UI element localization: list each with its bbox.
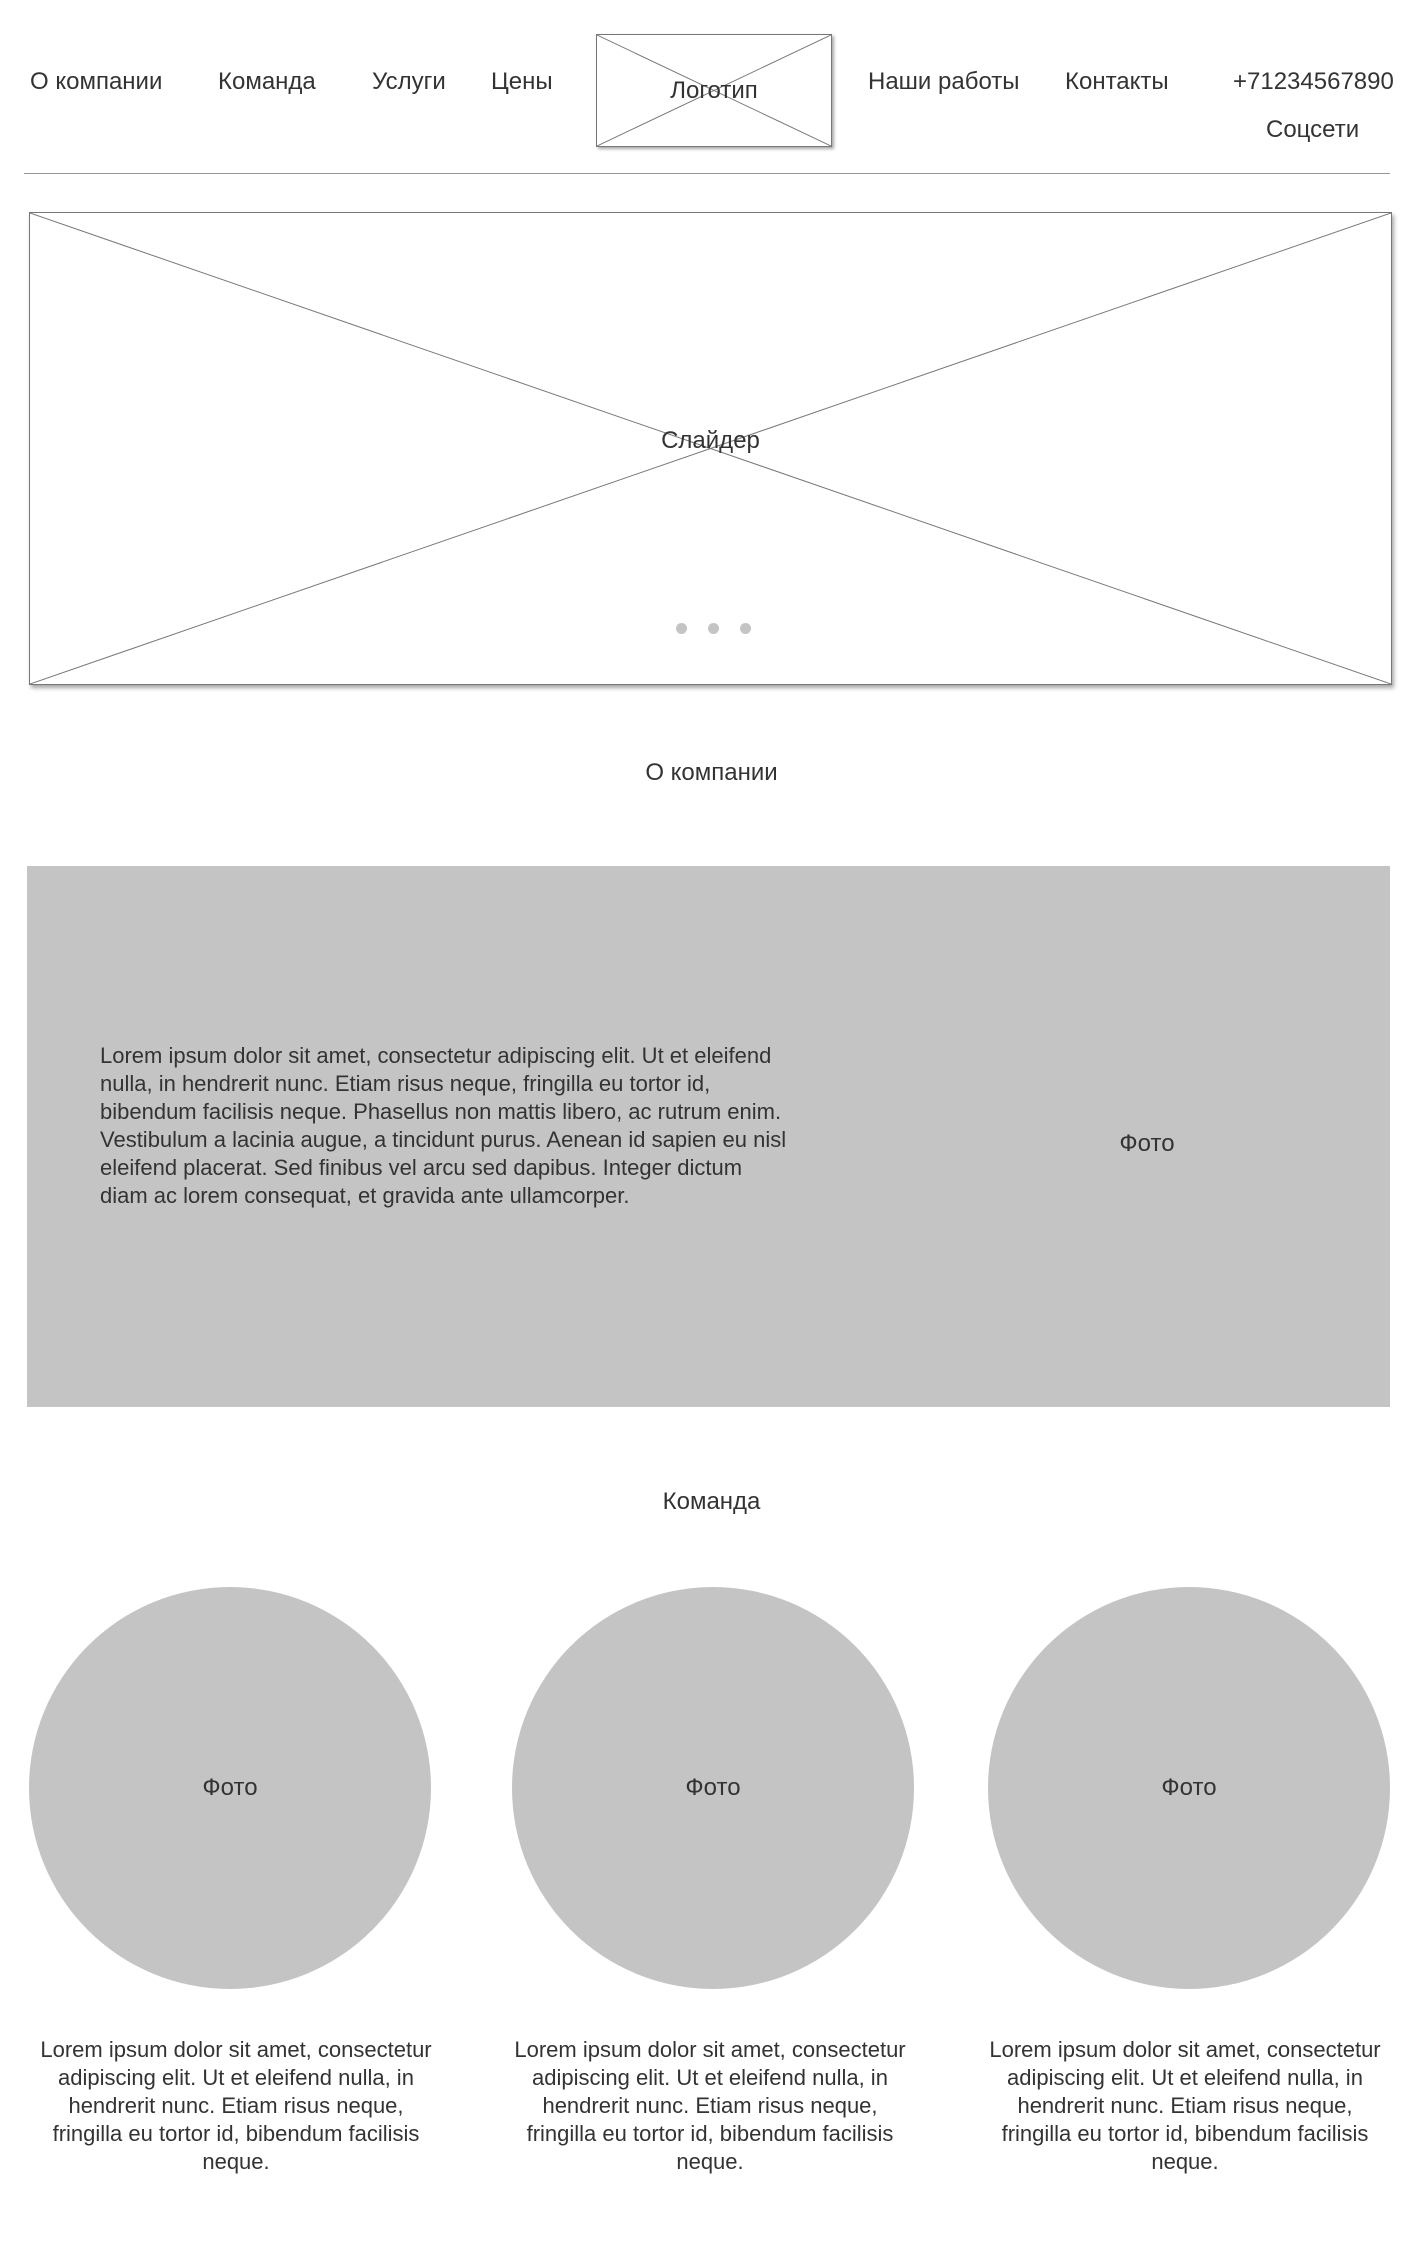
nav-link-about[interactable]: О компании [30,68,163,95]
slider-label: Слайдер [661,427,760,454]
team-member-photo [29,1587,431,1989]
slider-dot[interactable] [740,623,751,634]
slider[interactable] [29,212,1392,685]
logo-label: Логотип [670,77,758,104]
team-member-photo [512,1587,914,1989]
slider-dot[interactable] [676,623,687,634]
phone-link[interactable]: +71234567890 [1233,68,1394,95]
team-section-title: Команда [662,1488,761,1515]
team-member-photo [988,1587,1390,1989]
social-links[interactable]: Соцсети [1266,116,1360,143]
about-photo-label: Фото [1119,1130,1175,1157]
team-member-photo-label: Фото [1161,1774,1217,1801]
slider-dot[interactable] [708,623,719,634]
header-divider [24,173,1390,174]
nav-link-works[interactable]: Наши работы [868,68,1020,95]
team-member-photo-label: Фото [202,1774,258,1801]
nav-link-contacts[interactable]: Контакты [1065,68,1169,95]
team-member-text: Lorem ipsum dolor sit amet, consectetur adipiscing elit. Ut et eleifend nulla, in hendrerit nunc. Etiam risus neque, fringilla eu tortor id, bibendum facilisis neque. [989,2037,1381,2174]
nav-link-team[interactable]: Команда [218,68,316,95]
team-member-text: Lorem ipsum dolor sit amet, consectetur adipiscing elit. Ut et eleifend nulla, in hendrerit nunc. Etiam risus neque, fringilla eu tortor id, bibendum facilisis neque. [514,2037,906,2174]
team-member-text: Lorem ipsum dolor sit amet, consectetur adipiscing elit. Ut et eleifend nulla, in hendrerit nunc. Etiam risus neque, fringilla eu tortor id, bibendum facilisis neque. [40,2037,432,2174]
nav-link-services[interactable]: Услуги [372,68,446,95]
about-block [27,866,1390,1407]
about-section-title: О компании [645,759,778,786]
logo-placeholder[interactable] [596,34,832,147]
team-member-photo-label: Фото [685,1774,741,1801]
nav-link-prices[interactable]: Цены [491,68,553,95]
about-text: Lorem ipsum dolor sit amet, consectetur adipiscing elit. Ut et eleifend nulla, in hendrerit nunc. Etiam risus neque, fringilla eu tortor id, bibendum facilisis neque. Phasellus non mattis libero, ac rutrum enim. Vestibulum a lacinia augue, a tincidunt purus. Aenean id sapien eu nisl eleifend placerat. Sed finibus vel arcu sed dapibus. Integer dictum diam ac lorem consequat, et gravida ante ullamcorper. [100,1043,787,1208]
